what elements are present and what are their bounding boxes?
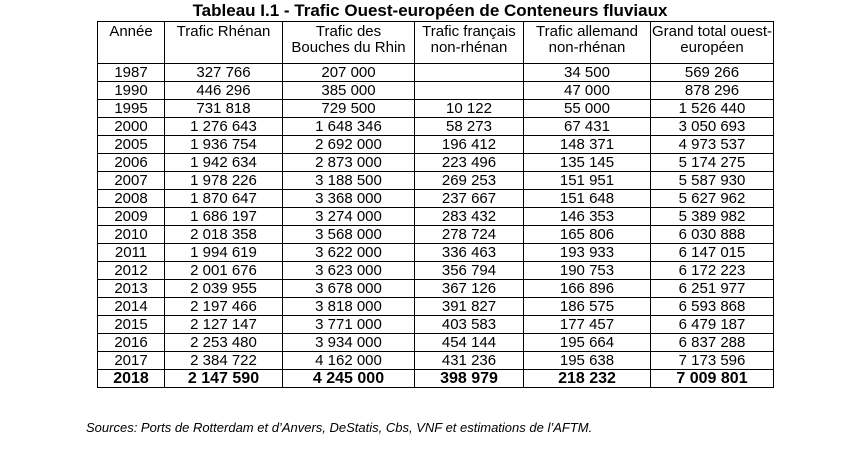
table-cell: 1 276 643 [165,118,283,136]
table-cell: 151 648 [524,190,651,208]
table-cell: 207 000 [283,64,415,82]
table-row [98,154,774,172]
table-cell: 3 934 000 [283,334,415,352]
table-cell: 195 664 [524,334,651,352]
column-header: Trafic des Bouches du Rhin [283,22,415,64]
table-cell: 10 122 [415,100,524,118]
traffic-table [97,21,774,388]
table-cell: 1990 [98,82,165,100]
table-row [98,316,774,334]
table-cell: 2 873 000 [283,154,415,172]
table-row [98,244,774,262]
table-row [98,118,774,136]
table-cell: 398 979 [415,370,524,388]
table-cell: 4 245 000 [283,370,415,388]
table-cell: 5 174 275 [651,154,774,172]
table-cell: 3 050 693 [651,118,774,136]
table-title: Tableau I.1 - Trafic Ouest-européen de Conteneurs fluviaux [192,1,668,20]
column-header: Trafic allemand non-rhénan [524,22,651,64]
table-cell: 2 018 358 [165,226,283,244]
table-cell: 2 384 722 [165,352,283,370]
table-cell: 6 147 015 [651,244,774,262]
column-header: Année [98,22,165,64]
table-cell: 55 000 [524,100,651,118]
table-cell: 3 623 000 [283,262,415,280]
table-cell: 2016 [98,334,165,352]
table-cell: 1 870 647 [165,190,283,208]
table-cell: 3 678 000 [283,280,415,298]
table-cell: 2015 [98,316,165,334]
table-cell: 5 627 962 [651,190,774,208]
table-row [98,172,774,190]
table-cell: 1 978 226 [165,172,283,190]
table-cell: 403 583 [415,316,524,334]
table-cell: 148 371 [524,136,651,154]
table-cell: 283 432 [415,208,524,226]
table-cell: 6 172 223 [651,262,774,280]
table-cell: 1 994 619 [165,244,283,262]
table-row [98,208,774,226]
table-row [98,226,774,244]
table-cell: 67 431 [524,118,651,136]
table-row [98,64,774,82]
table-cell: 196 412 [415,136,524,154]
table-cell: 135 145 [524,154,651,172]
table-cell: 186 575 [524,298,651,316]
column-header: Trafic français non-rhénan [415,22,524,64]
table-cell [415,64,524,82]
table-cell: 878 296 [651,82,774,100]
table-cell: 2007 [98,172,165,190]
table-cell: 327 766 [165,64,283,82]
table-row [98,262,774,280]
table-cell: 731 818 [165,100,283,118]
source-note: Sources: Ports de Rotterdam et d’Anvers, DeStatis, Cbs, VNF et estimations de l’AFTM. [86,420,593,435]
table-cell: 1 936 754 [165,136,283,154]
table-cell: 58 273 [415,118,524,136]
table-cell: 2 197 466 [165,298,283,316]
table-cell: 3 622 000 [283,244,415,262]
table-cell: 237 667 [415,190,524,208]
table-cell: 2 147 590 [165,370,283,388]
table-cell: 3 771 000 [283,316,415,334]
table-cell: 385 000 [283,82,415,100]
table-cell: 34 500 [524,64,651,82]
table-cell: 5 389 982 [651,208,774,226]
table-cell: 6 593 868 [651,298,774,316]
table-cell: 1 526 440 [651,100,774,118]
table-cell: 446 296 [165,82,283,100]
table-cell: 2013 [98,280,165,298]
table-row [98,370,774,388]
table-cell: 4 162 000 [283,352,415,370]
table-cell: 166 896 [524,280,651,298]
table-cell: 729 500 [283,100,415,118]
table-cell: 431 236 [415,352,524,370]
table-cell: 2014 [98,298,165,316]
table-cell: 2000 [98,118,165,136]
table-cell: 2017 [98,352,165,370]
table-cell: 2 127 147 [165,316,283,334]
table-cell: 190 753 [524,262,651,280]
table-cell: 569 266 [651,64,774,82]
table-header-row [98,22,774,64]
table-cell: 1 648 346 [283,118,415,136]
table-cell: 4 973 537 [651,136,774,154]
table-cell: 3 274 000 [283,208,415,226]
table-row [98,298,774,316]
column-header: Trafic Rhénan [165,22,283,64]
table-cell: 5 587 930 [651,172,774,190]
table-cell: 146 353 [524,208,651,226]
table-cell: 2 253 480 [165,334,283,352]
table-cell: 2018 [98,370,165,388]
table-cell: 2006 [98,154,165,172]
table-cell: 2 039 955 [165,280,283,298]
table-row [98,190,774,208]
table-cell: 218 232 [524,370,651,388]
table-cell: 269 253 [415,172,524,190]
table-row [98,280,774,298]
table-cell: 2012 [98,262,165,280]
table-cell: 2 001 676 [165,262,283,280]
table-cell: 3 818 000 [283,298,415,316]
table-cell: 3 368 000 [283,190,415,208]
table-cell: 2010 [98,226,165,244]
table-cell: 2005 [98,136,165,154]
table-cell: 391 827 [415,298,524,316]
table-row [98,334,774,352]
table-cell: 367 126 [415,280,524,298]
table-cell: 223 496 [415,154,524,172]
table-cell: 151 951 [524,172,651,190]
table-cell: 177 457 [524,316,651,334]
table-cell: 7 009 801 [651,370,774,388]
table-cell: 165 806 [524,226,651,244]
table-cell: 7 173 596 [651,352,774,370]
table-cell: 193 933 [524,244,651,262]
table-cell: 6 251 977 [651,280,774,298]
table-cell: 336 463 [415,244,524,262]
table-cell: 47 000 [524,82,651,100]
table-cell [415,82,524,100]
table-cell: 1995 [98,100,165,118]
table-row [98,352,774,370]
table-cell: 195 638 [524,352,651,370]
table-cell: 6 479 187 [651,316,774,334]
table-cell: 1987 [98,64,165,82]
table-cell: 6 837 288 [651,334,774,352]
table-row [98,136,774,154]
table-cell: 356 794 [415,262,524,280]
table-cell: 2011 [98,244,165,262]
table-row [98,82,774,100]
table-cell: 2 692 000 [283,136,415,154]
table-cell: 2009 [98,208,165,226]
table-cell: 1 686 197 [165,208,283,226]
table-cell: 278 724 [415,226,524,244]
table-cell: 2008 [98,190,165,208]
table-body [98,64,774,388]
table-cell: 1 942 634 [165,154,283,172]
table-cell: 3 568 000 [283,226,415,244]
table-cell: 454 144 [415,334,524,352]
table-row [98,100,774,118]
table-cell: 6 030 888 [651,226,774,244]
column-header: Grand total ouest- européen [651,22,774,64]
table-cell: 3 188 500 [283,172,415,190]
